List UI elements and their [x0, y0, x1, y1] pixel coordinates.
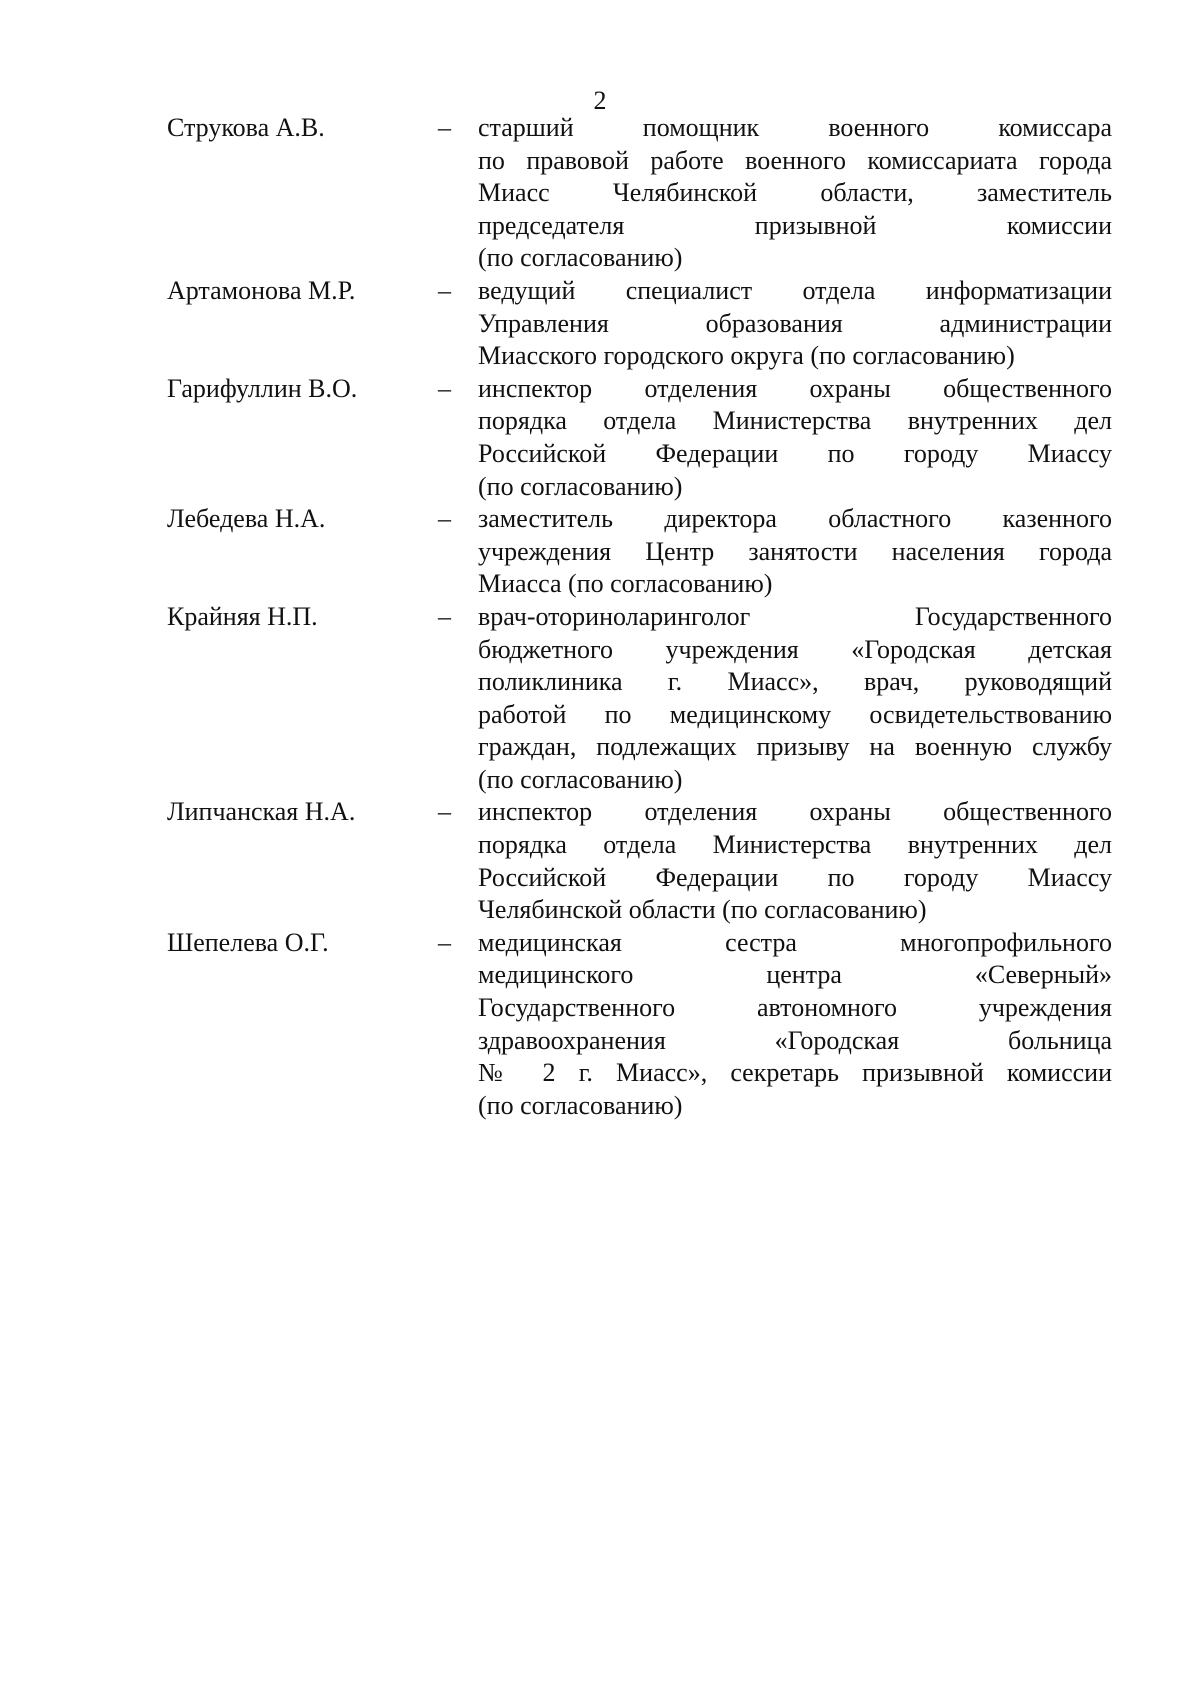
member-position [478, 503, 1112, 601]
member-entry [0, 373, 1200, 503]
position-line: учреждения Центр занятости населения города [478, 536, 1112, 566]
member-name: Шепелева О.Г. [167, 927, 329, 957]
position-line: инспектор отделения охраны общественного [478, 797, 1112, 827]
member-name: Лебедева Н.А. [167, 504, 326, 534]
member-dash: – [438, 113, 451, 142]
member-name: Липчанская Н.А. [167, 797, 356, 827]
member-dash: – [438, 601, 451, 631]
position-line: граждан, подлежащих призыву на военную службу [478, 732, 1112, 762]
position-line: инспектор отделения охраны общественного [478, 373, 1112, 403]
member-dash: – [438, 927, 451, 957]
member-entry [0, 112, 1200, 275]
member-name: Струкова А.В. [167, 113, 325, 142]
position-line: бюджетного учреждения «Городская детская [478, 634, 1112, 664]
position-line: медицинского центра «Северный» [478, 960, 1112, 990]
position-line: Управления образования администрации [478, 308, 1112, 338]
position-line: по правовой работе военного комиссариата города [478, 145, 1112, 175]
position-line: Миасс Челябинской области, заместитель [478, 178, 1112, 208]
member-entry [0, 275, 1200, 373]
position-line: Челябинской области (по согласованию) [478, 895, 927, 925]
member-dash: – [438, 275, 451, 305]
member-entry [0, 927, 1200, 1123]
member-entry [0, 796, 1200, 926]
member-dash: – [438, 373, 451, 403]
commission-members-list [0, 112, 1200, 1122]
position-line: работой по медицинскому освидетельствованию [478, 699, 1112, 729]
position-line: поликлиника г. Миасс», врач, руководящий [478, 667, 1112, 697]
member-position [478, 373, 1112, 503]
position-line: Российской Федерации по городу Миассу [478, 438, 1112, 468]
member-dash: – [438, 797, 451, 827]
position-line: (по согласованию) [478, 243, 683, 273]
position-line: Российской Федерации по городу Миассу [478, 862, 1112, 892]
position-line: старший помощник военного комиссара [478, 113, 1112, 142]
page-number: 2 [593, 86, 607, 115]
position-line: порядка отдела Министерства внутренних дел [478, 830, 1112, 860]
position-line: заместитель директора областного казенного [478, 504, 1112, 534]
member-dash: – [438, 504, 451, 534]
member-name: Артамонова М.Р. [167, 275, 356, 305]
position-line: (по согласованию) [478, 471, 683, 501]
member-position [478, 796, 1112, 926]
position-line: медицинская сестра многопрофильного [478, 927, 1112, 957]
member-entry [0, 503, 1200, 601]
member-entry [0, 601, 1200, 797]
position-line: врач-оториноларинголог Государственного [478, 601, 1112, 631]
member-position [478, 927, 1112, 1123]
position-line: председателя призывной комиссии [478, 210, 1112, 240]
position-line: Миасского городского округа (по согласованию) [478, 341, 1015, 371]
member-position [478, 275, 1112, 373]
member-position [478, 112, 1112, 275]
member-name: Гарифуллин В.О. [167, 373, 358, 403]
position-line: ведущий специалист отдела информатизации [478, 275, 1112, 305]
position-line: порядка отдела Министерства внутренних дел [478, 406, 1112, 436]
member-position [478, 601, 1112, 797]
position-line: здравоохранения «Городская больница [478, 1025, 1112, 1055]
position-line: Государственного автономного учреждения [478, 993, 1112, 1023]
position-line: Миасса (по согласованию) [478, 569, 773, 599]
position-line: № 2 г. Миасс», секретарь призывной комиссии [478, 1058, 1112, 1088]
member-name: Крайняя Н.П. [167, 601, 318, 631]
position-line: (по согласованию) [478, 1090, 683, 1120]
position-line: (по согласованию) [478, 764, 683, 794]
